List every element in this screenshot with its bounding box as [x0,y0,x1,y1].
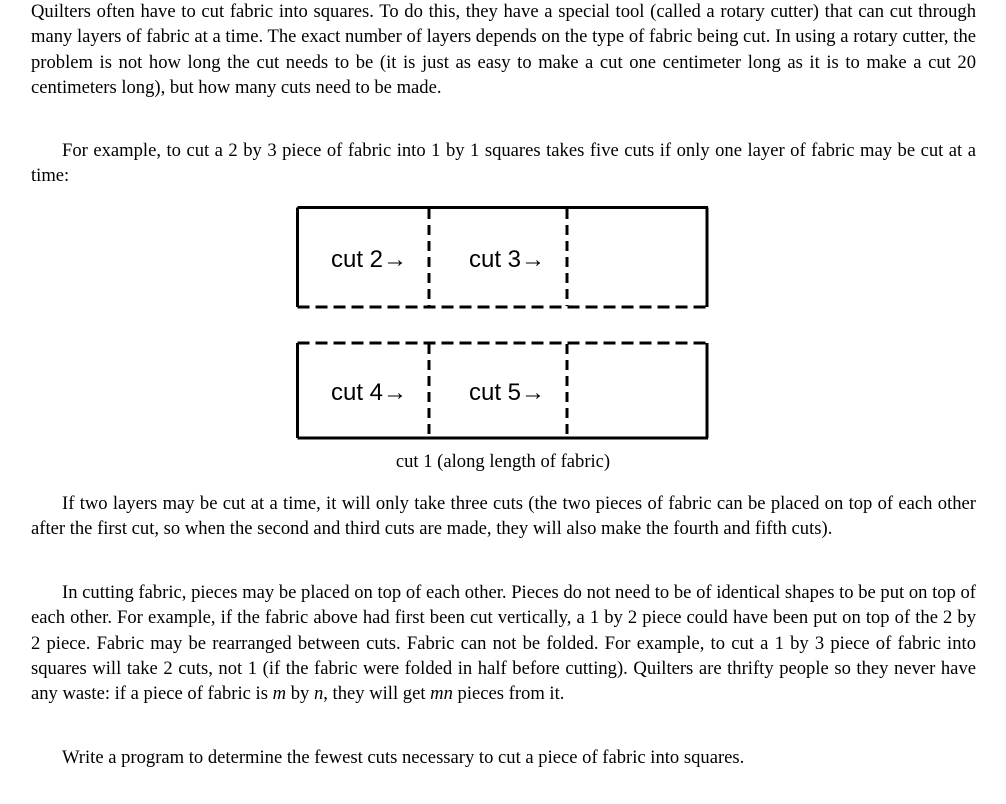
figure-caption: cut 1 (along length of fabric) [395,451,611,472]
paragraph-example: For example, to cut a 2 by 3 piece of fabric into 1 by 1 squares takes five cuts if only one layer of fabric may be cut at a time: [31,140,976,187]
var-m: m [272,683,287,705]
rules-text-a: In cutting fabric, pieces may be placed on top of each other. Pieces do not need to be of identical shapes to be put on top of each other. For example, if the fabric above had first been cut vertically, a 1 by 2 piece could have been put on top of the 2 by 2 piece. Fabric may be rearranged between cuts. Fabric can not be folded. For example, to cut a 1 by 3 piece of fabric into squares will take 2 cuts, not 1 (if the fabric were folded in half before cutting). Quilters are thrifty people so they never have any waste: if a piece of fabric is [31,582,976,705]
paragraph-task: Write a program to determine the fewest cuts necessary to cut a piece of fabric into squares. [62,747,745,768]
rules-text-d: pieces from it. [452,683,565,705]
paragraph-two-layers: If two layers may be cut at a time, it will only take three cuts (the two pieces of fabric can be placed on top of each other after the first cut, so when the second and third cuts are made, they will also make the fourth and fifth cuts). [31,493,976,540]
var-mn: mn [430,683,453,705]
paragraph-rules [31,580,976,706]
cut-4-label: cut 4→ [331,379,408,406]
cut-2-label: cut 2→ [331,246,408,273]
paragraph-intro: Quilters often have to cut fabric into squares. To do this, they have a special tool (called a rotary cutter) that can cut through many layers of fabric at a time. The exact number of layers depends on the type of fabric being cut. In using a rotary cutter, the problem is not how long the cut needs to be (it is just as easy to make a cut one centimeter long as it is to make a cut 20 centimeters long), but how many cuts need to be made. [31,1,976,98]
var-n: n [313,683,324,705]
rules-text-c: , they will get [323,683,431,705]
cut-5-label: cut 5→ [469,379,546,406]
fabric-cut-diagram [296,206,710,442]
rules-text-b: by [286,683,314,705]
cut-3-label: cut 3→ [469,246,546,273]
